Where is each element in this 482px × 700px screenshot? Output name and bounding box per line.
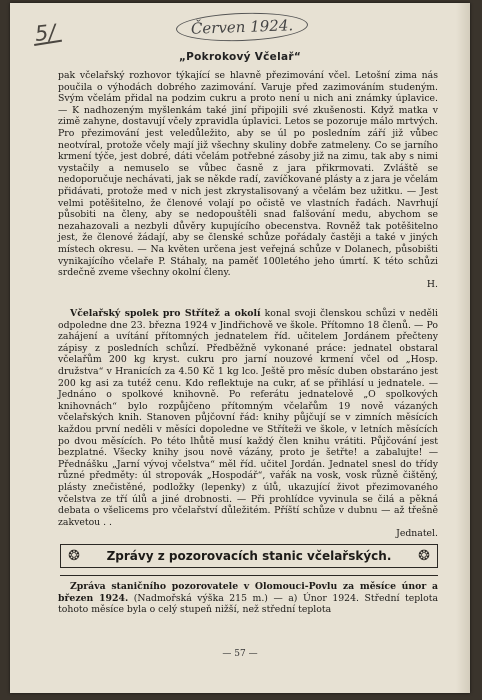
article-paragraph-3 [58, 581, 438, 641]
paragraph-1-text: pak včelařský rozhovor týkající se hlavně přezimování včel. Letošní zima nás poučila o výhodách dobrého zazimování. Varuje před zazimováním studeným. Svým včelám přidal na podzim cukru a proto není u nich ani známky úplavice. — K nadhozeným myšlenkám také jiní připojili své zkušenosti. Když matka v zimě zahyne, dostavují včely zpravidla úplavici. Letos se pozoruje málo mrtvých. Pro přezimování jest veledůležito, aby se úl po posledním září již vůbec neotvíral, protože včely mají již všechny skuliny dobře zatmeleny. Co se jarního krmení týče, jest dobré, dáti včelám potřebné zásoby již na zimu, tak aby s nimi vystačily a nemuselo se vůbec časně z jara přikrmovati. Zvláště se nedoporučuje nechávati, jak se někde radí, zavíčkované plásty a z jara je včelám přidávati, protože med v nich jest zkrystalisovaný a včelám bez užitku. — Jest velmi potěšitelno, že členové volají po očistě ve vlastních řadách. Navrhují působiti na členy, aby se nedopouštěli snad falšování medu, abychom se nezahazovali a nezbyli důvěry kupujícího obecenstva. Rovněž tak potěšitelno jest, že členové žádají, aby se členské schůze pořádaly častěji a také v jiných místech okresu. — Na květen určena jest veřejná schůze v Dolanech, působišti vynikajícího včelaře P. Stáhaly, na paměť 100letého jeho úmrtí. K této schůzi srdečně zveme všechny okolní členy. [58, 70, 438, 279]
article-paragraph-2 [58, 308, 438, 540]
section-divider [60, 575, 438, 576]
paragraph-3-lead: Zpráva staničního pozorovatele v Olomouci-Povlu za měsíce únor a březen 1924. [58, 581, 438, 604]
paragraph-2-signature: Jednatel. [396, 528, 438, 540]
paragraph-3-text [58, 581, 438, 616]
handwritten-page-mark: 5/ [33, 19, 57, 47]
page-fold-shadow [456, 3, 470, 693]
date-stamp: Červen 1924. [176, 11, 309, 44]
page-number: — 57 — [222, 649, 258, 659]
section-title: Zprávy z pozorovacích stanic včelařských. [106, 549, 392, 563]
section-banner [60, 544, 438, 568]
article-paragraph-1 [58, 70, 438, 310]
paragraph-2-body: konal svoji členskou schůzi v neděli odpoledne dne 23. března 1924 v Jindřichově ve škole. Přítomno 18 členů. — Po zahájení a uvítání přítomných jednatelem říd. učitelem Jordánem přečteny zápisy z posledních schůzí. Předběžně vykonané práce: jednatel obstaral včelařům 200 kg kryst. cukru pro jarní nouzové krmení včel od „Hosp. družstva“ v Hranicích za 4.50 Kč 1 kg lco. Ještě pro měsíc duben obstaráno jest 200 kg asi za tutéž cenu. Kdo reflektuje na cukr, ať se přihlásí u jednatele. — Jednáno o spolkové knihovně. Po referátu jednatelově „O spolkových knihovnách“ bylo rozpůjčeno přítomným včelařům 19 nově vázaných včelařských knih. Stanoven půjčovní řád: knihy půjčují se v zimních měsících každou první neděli v měsíci dopoledne ve Stříteži ve škole, v letních měsících po dvou měsících. Po této lhůtě musí každý člen knihu vrátiti. Půjčování jest bezplatné. Všecky knihy jsou nově vázány, proto je šetřte! a zabalujte! — Přednášku „Jarní vývoj včelstva“ měl říd. učitel Jordán. Jednatel snesl do třídy různé předměty: úl stropovák „Hospodář“, vařák na vosk, vosk různě čištěný, plásty znečistěné, podložky (lepenky) z úlů, ukazující život přezimovaného včelstva ze tří úlů a jiné drobnosti. — Při prohlídce vyvinula se čilá a pěkná debata o všelicems pro včelařství důležitém. Příští schůze v dubnu — až třešně zakvetou . . [58, 308, 438, 528]
paragraph-2-text [58, 308, 438, 528]
ornament-left-icon: ❂ [68, 548, 80, 564]
document-page [10, 3, 470, 693]
paragraph-3-body: (Nadmořská výška 215 m.) — a) Únor 1924. Střední teplota tohoto měsíce byla o celý stupeň nižší, než střední teplota [58, 592, 438, 616]
ornament-right-icon: ❂ [418, 548, 430, 564]
paragraph-1-signature: H. [426, 278, 438, 290]
paragraph-2-lead: Včelařský spolek pro Střítež a okolí [70, 308, 261, 319]
running-header: „Pokrokový Včelař“ [178, 51, 302, 63]
